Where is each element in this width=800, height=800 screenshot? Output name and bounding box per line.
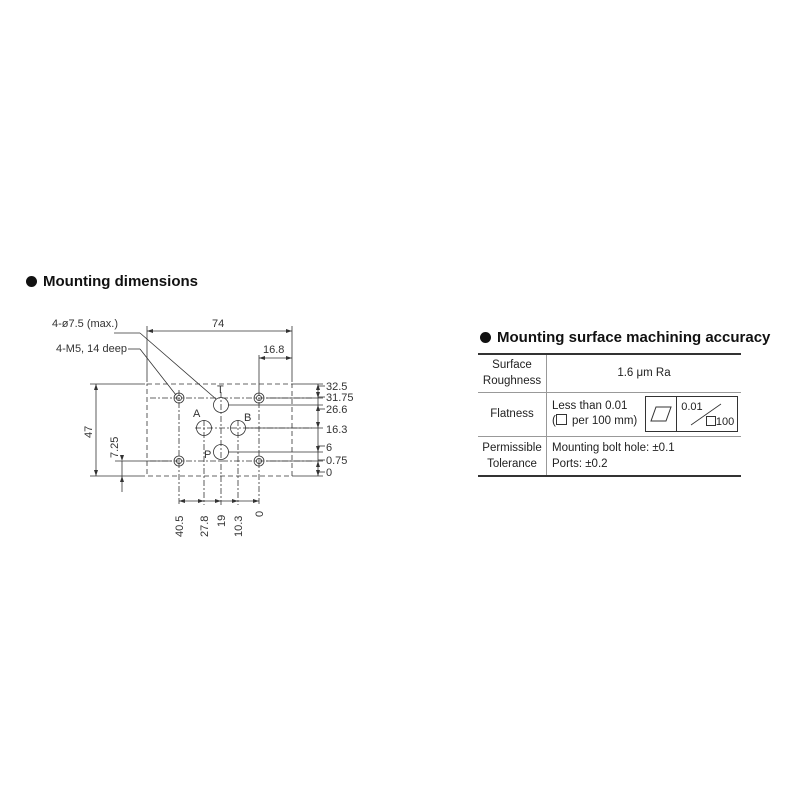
leader-line — [140, 333, 216, 399]
dim-left-offset: 7.25 — [109, 436, 121, 458]
arrowhead — [316, 470, 320, 476]
dim-right-label: 31.75 — [326, 392, 354, 404]
arrowhead — [232, 499, 238, 503]
flatness-value — [552, 396, 741, 432]
row-label-line: Surface — [492, 359, 532, 372]
port-label-a: A — [193, 408, 201, 420]
arrowhead — [94, 470, 98, 476]
per-length-text: per 100 mm) — [568, 415, 638, 427]
arrowhead — [215, 499, 221, 503]
mounting-dimensions-title: Mounting dimensions — [43, 273, 198, 290]
row-label-line: Flatness — [490, 408, 534, 420]
reference-length-value: 100 — [715, 416, 735, 428]
machining-accuracy-title: Mounting surface machining accuracy — [497, 329, 771, 346]
row-label-line: Permissible — [482, 441, 542, 454]
tolerance-value — [547, 436, 742, 476]
row-label — [478, 354, 547, 392]
arrowhead — [253, 499, 259, 503]
tolerance-line: Ports: ±0.2 — [552, 457, 608, 470]
flatness-text-line: Less than 0.01 — [552, 400, 628, 412]
dim-bottom-label: 27.8 — [199, 515, 211, 537]
arrowhead — [94, 384, 98, 390]
flatness-text-line — [552, 414, 637, 429]
arrowhead — [316, 405, 320, 411]
arrowhead — [259, 356, 265, 360]
dim-overall-width: 74 — [212, 318, 225, 330]
arrowhead — [316, 422, 320, 428]
row-label-line: Roughness — [482, 375, 542, 388]
dim-right-label: 16.3 — [326, 424, 348, 436]
row-label — [478, 392, 547, 436]
flatness-reference-length — [706, 414, 734, 430]
dim-top-offset: 16.8 — [263, 344, 285, 356]
dim-right-label: 32.5 — [326, 381, 348, 393]
port-label-t: T — [217, 384, 224, 396]
tolerance-line: Mounting bolt hole: ±0.1 — [552, 441, 675, 454]
flatness-text — [552, 399, 637, 429]
dim-right-label: 0 — [326, 467, 333, 479]
arrowhead — [147, 329, 153, 333]
arrowhead — [286, 329, 292, 333]
dim-right-label: 26.6 — [326, 404, 348, 416]
port-label-p: P — [204, 449, 212, 461]
flatness-control-frame — [645, 396, 738, 432]
arrowhead — [316, 461, 320, 467]
dim-right-label: 6 — [326, 442, 333, 454]
surface-roughness-value: 1.6 μm Ra — [617, 367, 671, 380]
parallelogram-flatness-icon — [646, 397, 677, 431]
table-row — [478, 392, 741, 436]
row-label-line: Tolerance — [487, 457, 537, 470]
leader-line — [140, 349, 176, 395]
dim-bottom-label: 10.3 — [233, 515, 245, 537]
arrowhead — [198, 499, 204, 503]
dim-bottom-label: 0 — [254, 510, 266, 517]
dim-right-label: 0.75 — [326, 455, 348, 467]
dim-bottom-label: 40.5 — [174, 515, 186, 537]
port-label-b: B — [244, 412, 252, 424]
arrowhead — [316, 384, 320, 390]
arrowhead — [316, 446, 320, 452]
thread-leader-label: 4-M5, 14 deep — [56, 343, 127, 355]
arrowhead — [120, 476, 124, 482]
table-row — [478, 354, 741, 392]
flatness-tolerance: 0.01 — [681, 401, 703, 413]
row-label — [478, 436, 547, 476]
machining-accuracy-table — [478, 353, 741, 477]
flatness-value-cell — [547, 392, 742, 436]
square-icon — [556, 414, 567, 425]
bore-leader-label: 4-ø7.5 (max.) — [52, 318, 119, 330]
dim-left-height: 47 — [83, 425, 95, 438]
paren-open: ( — [552, 415, 556, 427]
table-row — [478, 436, 741, 476]
dim-bottom-label: 19 — [216, 514, 228, 527]
arrowhead — [286, 356, 292, 360]
arrowhead — [179, 499, 185, 503]
square-icon — [706, 416, 716, 426]
flatness-tolerance-value — [677, 397, 737, 431]
